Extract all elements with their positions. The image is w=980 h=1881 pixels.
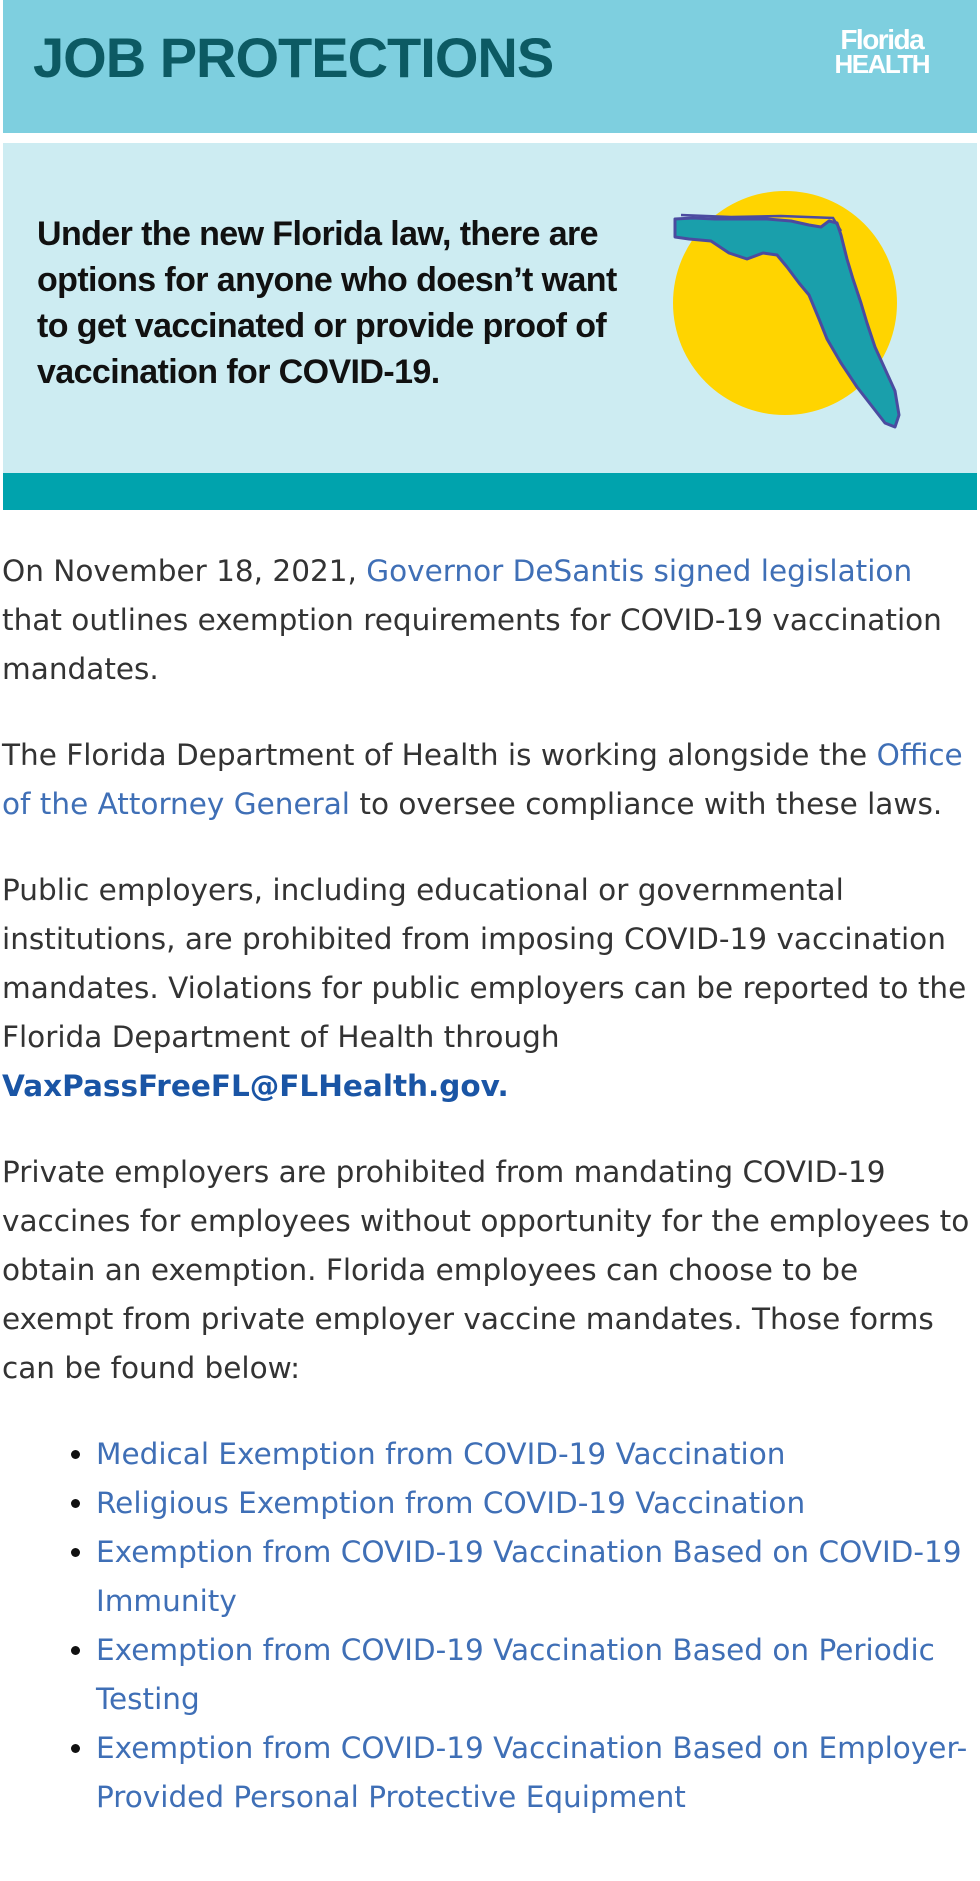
ppe-exemption-link[interactable]: Exemption from COVID-19 Vaccination Based on Employer-Provided Personal Protective Equipment — [96, 1731, 968, 1814]
immunity-exemption-link[interactable]: Exemption from COVID-19 Vaccination Based on COVID-19 Immunity — [96, 1535, 962, 1618]
private-employers-paragraph: Private employers are prohibited from mandating COVID-19 vaccines for employees without opportunity for the employees to obtain an exemption. Florida employees can choose to be exempt from private employer vaccine mandates. Those forms can be found below: — [2, 1155, 970, 1385]
florida-health-logo — [834, 24, 929, 79]
list-item — [96, 1479, 972, 1528]
logo-line-florida: Florida — [840, 24, 924, 55]
compliance-paragraph — [2, 731, 972, 829]
list-item — [96, 1528, 972, 1626]
exemption-forms-list — [2, 1430, 972, 1822]
banner-divider — [3, 133, 977, 143]
list-item — [96, 1430, 972, 1479]
religious-exemption-link[interactable]: Religious Exemption from COVID-19 Vaccination — [96, 1486, 806, 1520]
legislation-text-before: On November 18, 2021, — [2, 554, 367, 588]
medical-exemption-link[interactable]: Medical Exemption from COVID-19 Vaccination — [96, 1437, 786, 1471]
job-protections-banner — [3, 0, 977, 510]
attorney-general-link[interactable]: Office of the Attorney General — [2, 738, 963, 821]
banner-message-panel — [3, 143, 977, 473]
banner-header — [3, 0, 977, 133]
legislation-paragraph — [2, 547, 972, 694]
florida-map-icon — [671, 191, 911, 431]
public-employers-paragraph — [2, 866, 972, 1111]
banner-message: Under the new Florida law, there are options for anyone who doesn’t want to get vaccinated or provide proof of vaccination for COVID-19. — [37, 215, 617, 391]
banner-footer-bar — [3, 473, 977, 510]
compliance-text-after: to oversee compliance with these laws. — [350, 787, 943, 821]
legislation-text-after: that outlines exemption requirements for COVID-19 vaccination mandates. — [2, 603, 942, 686]
logo-line-health: HEALTH — [834, 49, 929, 79]
banner-title: JOB PROTECTIONS — [33, 26, 554, 89]
periodic-testing-exemption-link[interactable]: Exemption from COVID-19 Vaccination Based on Periodic Testing — [96, 1633, 935, 1716]
public-employers-period: . — [497, 1069, 509, 1103]
list-item — [96, 1724, 972, 1822]
public-employers-text: Public employers, including educational or governmental institutions, are prohibited from imposing COVID-19 vaccination mandates. Violations for public employers can be reported to the Florida Department of Health through — [2, 873, 967, 1054]
vaxpassfree-email-link[interactable]: VaxPassFreeFL@FLHealth.gov — [2, 1069, 498, 1103]
compliance-text-before: The Florida Department of Health is working alongside the — [2, 738, 877, 772]
main-content — [0, 547, 972, 1822]
list-item — [96, 1626, 972, 1724]
governor-legislation-link[interactable]: Governor DeSantis signed legislation — [366, 554, 913, 588]
